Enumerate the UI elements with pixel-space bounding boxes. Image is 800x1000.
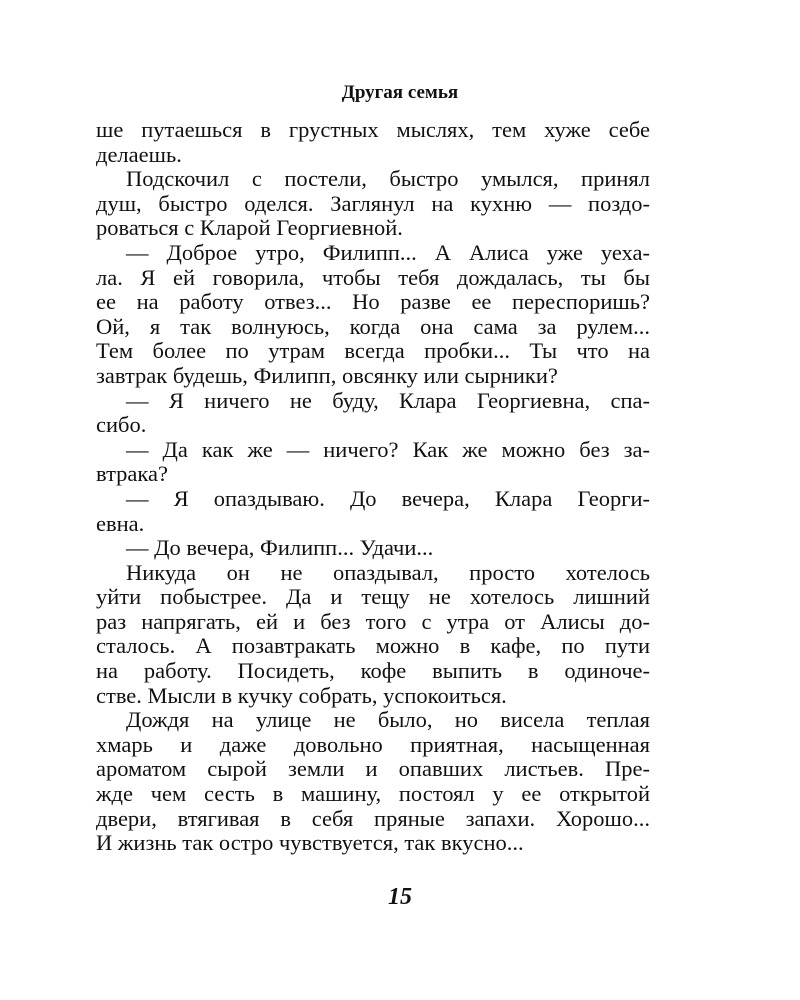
text-line: ароматом сырой земли и опавших листьев. Пре-	[96, 756, 650, 782]
text-line: — Доброе утро, Филипп... А Алиса уже уеха-	[126, 239, 650, 265]
text-line: Дождя на улице не было, но висела теплая	[126, 707, 650, 733]
text-line: Тем более по утрам всегда пробки... Ты что на	[96, 338, 650, 364]
text-line: стве. Мысли в кучку собрать, успокоиться.	[96, 682, 507, 708]
text-line: ее на работу отвез... Но разве ее переспоришь?	[96, 289, 650, 315]
text-line: Подскочил с постели, быстро умылся, принял	[126, 166, 650, 192]
text-line: — До вечера, Филипп... Удачи...	[126, 535, 434, 561]
text-line: уйти побыстрее. Да и тещу не хотелось лишний	[96, 584, 650, 610]
text-line: сибо.	[96, 412, 147, 438]
text-line: — Я опаздываю. До вечера, Клара Георги-	[126, 485, 650, 511]
text-line: Никуда он не опаздывал, просто хотелось	[126, 559, 650, 585]
page-body	[96, 118, 650, 856]
page-number: 15	[388, 884, 412, 910]
text-line: душ, быстро оделся. Заглянул на кухню — поздо-	[96, 190, 650, 216]
text-line: хмарь и даже довольно приятная, насыщенная	[96, 731, 650, 757]
text-line: на работу. Посидеть, кофе выпить в одиноче-	[96, 658, 650, 684]
text-line: втрака?	[96, 461, 168, 487]
text-line: ла. Я ей говорила, чтобы тебя дождалась, ты бы	[96, 264, 650, 290]
text-line: двери, втягивая в себя пряные запахи. Хорошо...	[96, 805, 650, 831]
text-line: И жизнь так остро чувствуется, так вкусно...	[96, 830, 524, 856]
text-line: жде чем сесть в машину, постоял у ее открытой	[96, 781, 650, 807]
text-line: ше путаешься в грустных мыслях, тем хуже себе	[96, 117, 650, 142]
text-line: делаешь.	[96, 141, 182, 167]
text-line: раз напрягать, ей и без того с утра от Алисы до-	[96, 608, 650, 634]
text-line: завтрак будешь, Филипп, овсянку или сырники?	[96, 362, 558, 388]
text-line: — Я ничего не буду, Клара Георгиевна, спа-	[126, 387, 650, 413]
text-line: — Да как же — ничего? Как же можно без за-	[126, 436, 650, 462]
text-line: сталось. А позавтракать можно в кафе, по пути	[96, 633, 650, 659]
text-line: евна.	[96, 510, 145, 536]
text-line: Ой, я так волнуюсь, когда она сама за рулем...	[96, 313, 650, 339]
running-header: Другая семья	[341, 82, 459, 103]
text-line: роваться с Кларой Георгиевной.	[96, 215, 403, 241]
